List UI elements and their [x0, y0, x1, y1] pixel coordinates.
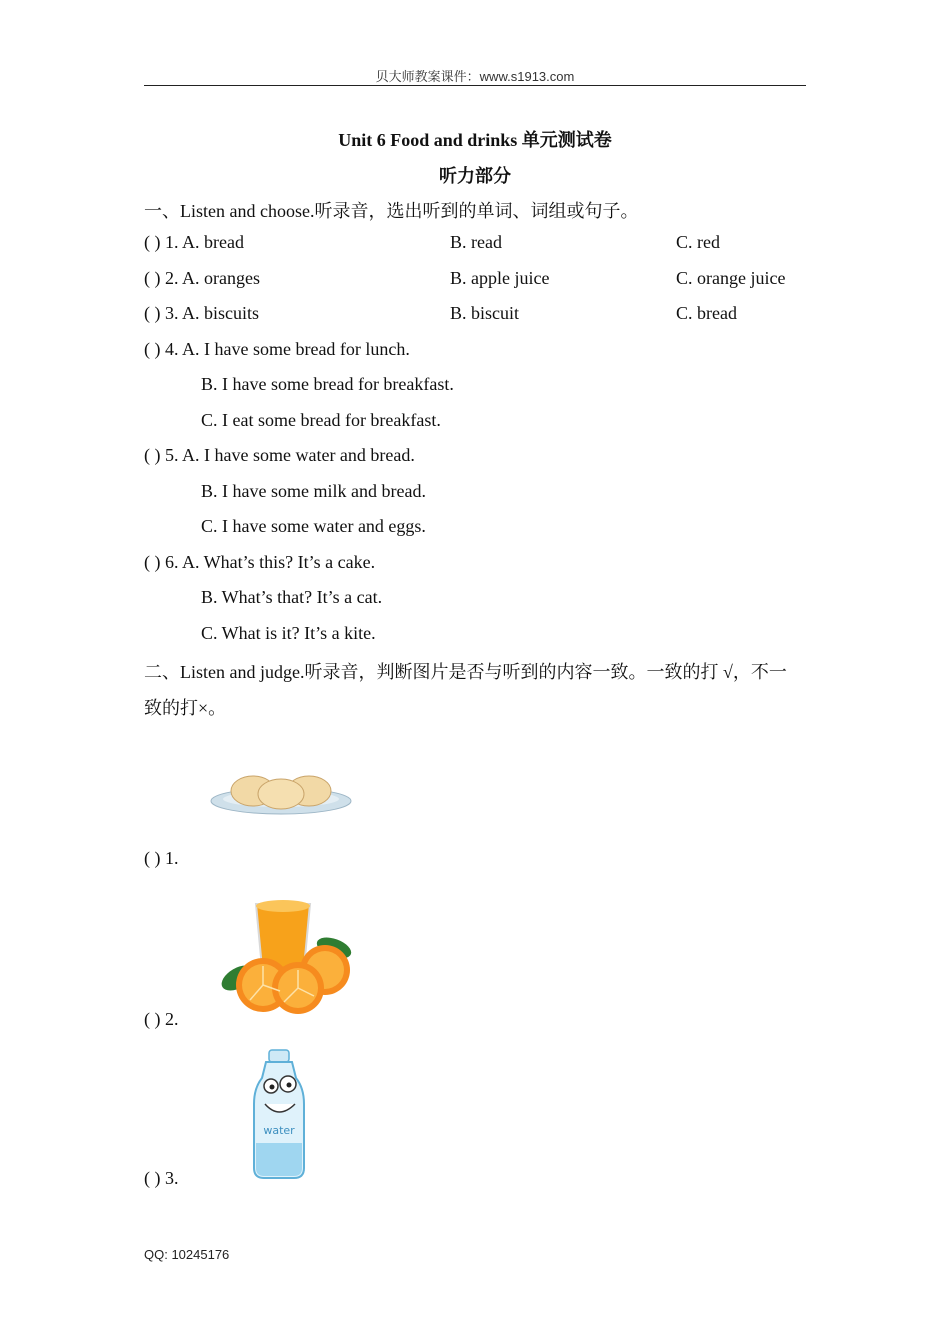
page-footer: QQ: 10245176: [144, 1247, 230, 1262]
orange-juice-image: [216, 896, 356, 1018]
section2-instruction-line1: 二、Listen and judge.听录音，判断图片是否与听到的内容一致。一致的打 √，不一: [144, 662, 787, 682]
q3-option-b: B. biscuit: [450, 303, 520, 323]
q3-option-a: ( ) 3. A. biscuits: [144, 303, 259, 323]
q1-option-b: B. read: [450, 232, 502, 252]
q6-option-b: B. What’s that? It’s a cat.: [201, 587, 383, 607]
judge-item-2-label: ( ) 2.: [144, 1009, 179, 1029]
q5-option-c: C. I have some water and eggs.: [201, 516, 426, 536]
q4-option-b: B. I have some bread for breakfast.: [201, 374, 454, 394]
section1-instruction: 一、Listen and choose.听录音，选出听到的单词、词组或句子。: [144, 201, 639, 221]
water-bottle-image: [248, 1048, 310, 1182]
q5-option-a: ( ) 5. A. I have some water and bread.: [144, 445, 415, 465]
q4-option-a: ( ) 4. A. I have some bread for lunch.: [144, 339, 410, 359]
q6-option-c: C. What is it? It’s a kite.: [201, 623, 376, 643]
judge-item-1-label: ( ) 1.: [144, 848, 179, 868]
section2-instruction-line2: 致的打×。: [144, 698, 227, 718]
biscuits-plate-image: [208, 768, 354, 822]
q5-option-b: B. I have some milk and bread.: [201, 481, 426, 501]
header-divider: [144, 85, 806, 86]
section-heading: 听力部分: [439, 166, 511, 186]
q3-option-c: C. bread: [676, 303, 737, 323]
q6-option-a: ( ) 6. A. What’s this? It’s a cake.: [144, 552, 376, 572]
document-title: Unit 6 Food and drinks 单元测试卷: [338, 130, 612, 150]
page-header: 贝大师教案课件：www.s1913.com: [375, 69, 575, 84]
judge-item-3-label: ( ) 3.: [144, 1168, 179, 1188]
q1-option-a: ( ) 1. A. bread: [144, 232, 244, 252]
bottle-label-text: water: [263, 1124, 295, 1137]
q2-option-a: ( ) 2. A. oranges: [144, 268, 260, 288]
q2-option-b: B. apple juice: [450, 268, 550, 288]
q4-option-c: C. I eat some bread for breakfast.: [201, 410, 441, 430]
q1-option-c: C. red: [676, 232, 720, 252]
q2-option-c: C. orange juice: [676, 268, 786, 288]
